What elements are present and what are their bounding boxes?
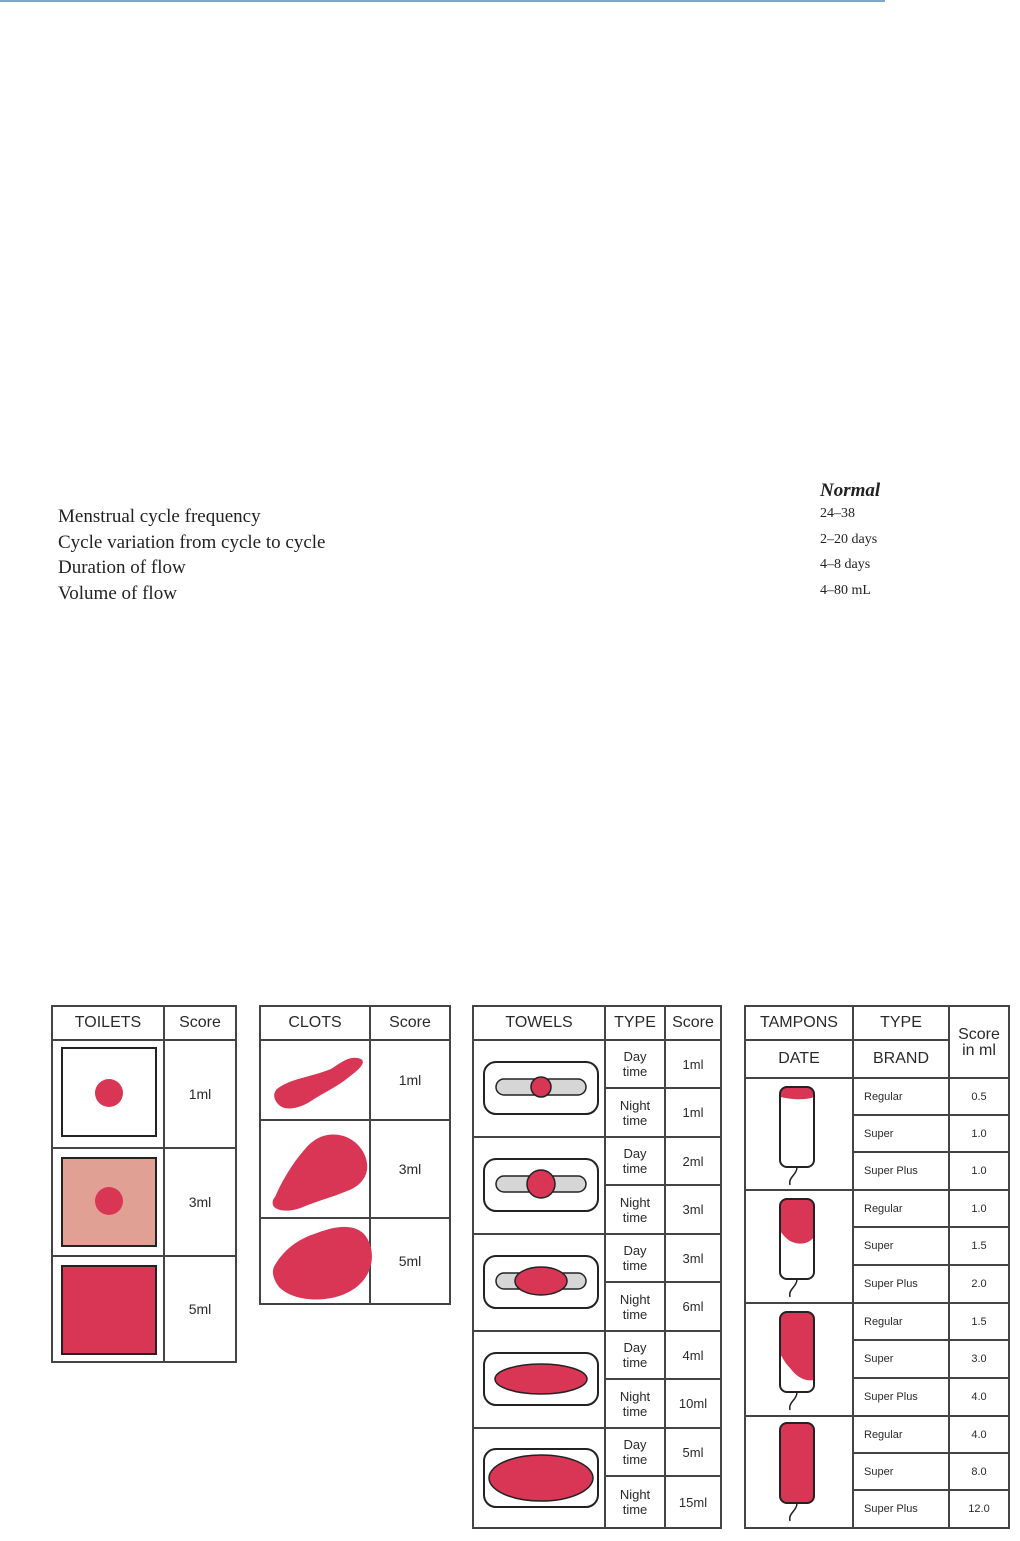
reference-label: Menstrual cycle frequency (58, 506, 261, 527)
large-clot-icon (267, 1221, 375, 1303)
small-clot-icon (271, 1049, 367, 1115)
towel-type: Night time (606, 1380, 666, 1429)
towel-score: 5ml (666, 1429, 722, 1477)
towel-type: Night time (606, 1477, 666, 1529)
reference-row (58, 532, 958, 558)
tampon-score: 8.0 (950, 1454, 1010, 1491)
normal-header: Normal (820, 480, 881, 501)
toilet-full-red-icon (61, 1265, 157, 1357)
reference-value: 2–20 days (820, 532, 878, 547)
toilet-score: 3ml (165, 1149, 237, 1257)
towel-illustration-cell (472, 1041, 606, 1138)
towel-score: 3ml (666, 1235, 722, 1283)
tampon-illustration-cell (744, 1079, 854, 1191)
tampons-score-header: Score in ml (950, 1005, 1010, 1079)
towels-type-header: TYPE (606, 1005, 666, 1041)
towel-type: Day time (606, 1332, 666, 1380)
clots-chart (259, 1005, 451, 1305)
tampon-quarter-icon (774, 1197, 824, 1301)
reference-value: 4–8 days (820, 557, 871, 572)
tampon-brand: Regular (854, 1417, 950, 1454)
tampon-score: 2.0 (950, 1266, 1010, 1304)
toilets-score-header: Score (165, 1005, 237, 1041)
towel-type: Day time (606, 1041, 666, 1089)
pad-medium-dot-icon (482, 1157, 600, 1213)
tampons-type-header: TYPE (854, 1005, 950, 1041)
tampon-brand: Super Plus (854, 1153, 950, 1191)
towel-illustration-cell (472, 1332, 606, 1429)
tampon-brand: Super Plus (854, 1491, 950, 1529)
tampon-brand: Super Plus (854, 1266, 950, 1304)
tampon-brand: Super (854, 1116, 950, 1153)
reference-row (58, 583, 958, 609)
tampon-score: 4.0 (950, 1417, 1010, 1454)
reference-row (58, 506, 958, 532)
towel-score: 15ml (666, 1477, 722, 1529)
towels-chart (472, 1005, 722, 1529)
tampon-score: 0.5 (950, 1079, 1010, 1116)
towel-score: 1ml (666, 1041, 722, 1089)
reference-label: Duration of flow (58, 557, 186, 578)
clot-score: 1ml (371, 1041, 451, 1121)
tampon-illustration-cell (744, 1191, 854, 1304)
towel-type: Day time (606, 1138, 666, 1186)
clot-illustration-cell (259, 1219, 371, 1305)
towel-score: 3ml (666, 1186, 722, 1235)
reference-value: 24–38 (820, 506, 855, 521)
tampon-brand: Super (854, 1228, 950, 1266)
towels-header: TOWELS (472, 1005, 606, 1041)
medium-clot-icon (267, 1127, 371, 1213)
towels-score-header: Score (666, 1005, 722, 1041)
clot-score: 3ml (371, 1121, 451, 1219)
tampon-brand: Regular (854, 1191, 950, 1228)
reference-label: Cycle variation from cycle to cycle (58, 532, 326, 553)
towel-type: Night time (606, 1186, 666, 1235)
pad-oval-icon (482, 1254, 600, 1310)
clots-score-header: Score (371, 1005, 451, 1041)
tampon-score: 1.0 (950, 1116, 1010, 1153)
toilets-header: TOILETS (51, 1005, 165, 1041)
towel-illustration-cell (472, 1235, 606, 1332)
clot-score: 5ml (371, 1219, 451, 1305)
pad-full-icon (482, 1447, 600, 1509)
towel-illustration-cell (472, 1429, 606, 1529)
reference-label: Volume of flow (58, 583, 177, 604)
tampon-score: 4.0 (950, 1379, 1010, 1417)
tampon-full-icon (774, 1421, 824, 1525)
tampon-score: 1.5 (950, 1228, 1010, 1266)
towel-score: 2ml (666, 1138, 722, 1186)
towel-type: Day time (606, 1235, 666, 1283)
tampon-score: 3.0 (950, 1341, 1010, 1379)
tampons-header: TAMPONS (744, 1005, 854, 1041)
towel-score: 6ml (666, 1283, 722, 1332)
clots-header: CLOTS (259, 1005, 371, 1041)
reference-value: 4–80 mL (820, 583, 871, 598)
tampon-score: 1.0 (950, 1153, 1010, 1191)
towel-type: Day time (606, 1429, 666, 1477)
tampons-date-header: DATE (744, 1041, 854, 1079)
towel-type: Night time (606, 1089, 666, 1138)
toilets-chart (51, 1005, 237, 1363)
tampon-illustration-cell (744, 1417, 854, 1529)
tampon-brand: Super (854, 1454, 950, 1491)
towel-illustration-cell (472, 1138, 606, 1235)
clot-illustration-cell (259, 1041, 371, 1121)
toilet-score: 1ml (165, 1041, 237, 1149)
tampon-brand: Super (854, 1341, 950, 1379)
top-rule (0, 0, 885, 2)
tampons-brand-header: BRAND (854, 1041, 950, 1079)
pad-large-oval-icon (482, 1351, 600, 1407)
toilet-illustration-cell (51, 1041, 165, 1149)
tampon-brand: Super Plus (854, 1379, 950, 1417)
towel-type: Night time (606, 1283, 666, 1332)
tampon-score: 1.0 (950, 1191, 1010, 1228)
towel-score: 10ml (666, 1380, 722, 1429)
toilet-tinted-dot-icon (61, 1157, 157, 1249)
toilet-illustration-cell (51, 1257, 165, 1363)
toilet-score: 5ml (165, 1257, 237, 1363)
towel-score: 4ml (666, 1332, 722, 1380)
tampon-brand: Regular (854, 1304, 950, 1341)
tampon-score: 12.0 (950, 1491, 1010, 1529)
towel-score: 1ml (666, 1089, 722, 1138)
tampon-tip-icon (774, 1085, 824, 1189)
pad-small-dot-icon (482, 1060, 600, 1116)
toilet-illustration-cell (51, 1149, 165, 1257)
tampon-half-icon (774, 1310, 824, 1414)
tampons-chart (744, 1005, 1010, 1529)
clot-illustration-cell (259, 1121, 371, 1219)
tampon-brand: Regular (854, 1079, 950, 1116)
reference-row (58, 557, 958, 583)
tampon-illustration-cell (744, 1304, 854, 1417)
toilet-small-dot-icon (61, 1047, 157, 1139)
tampon-score: 1.5 (950, 1304, 1010, 1341)
